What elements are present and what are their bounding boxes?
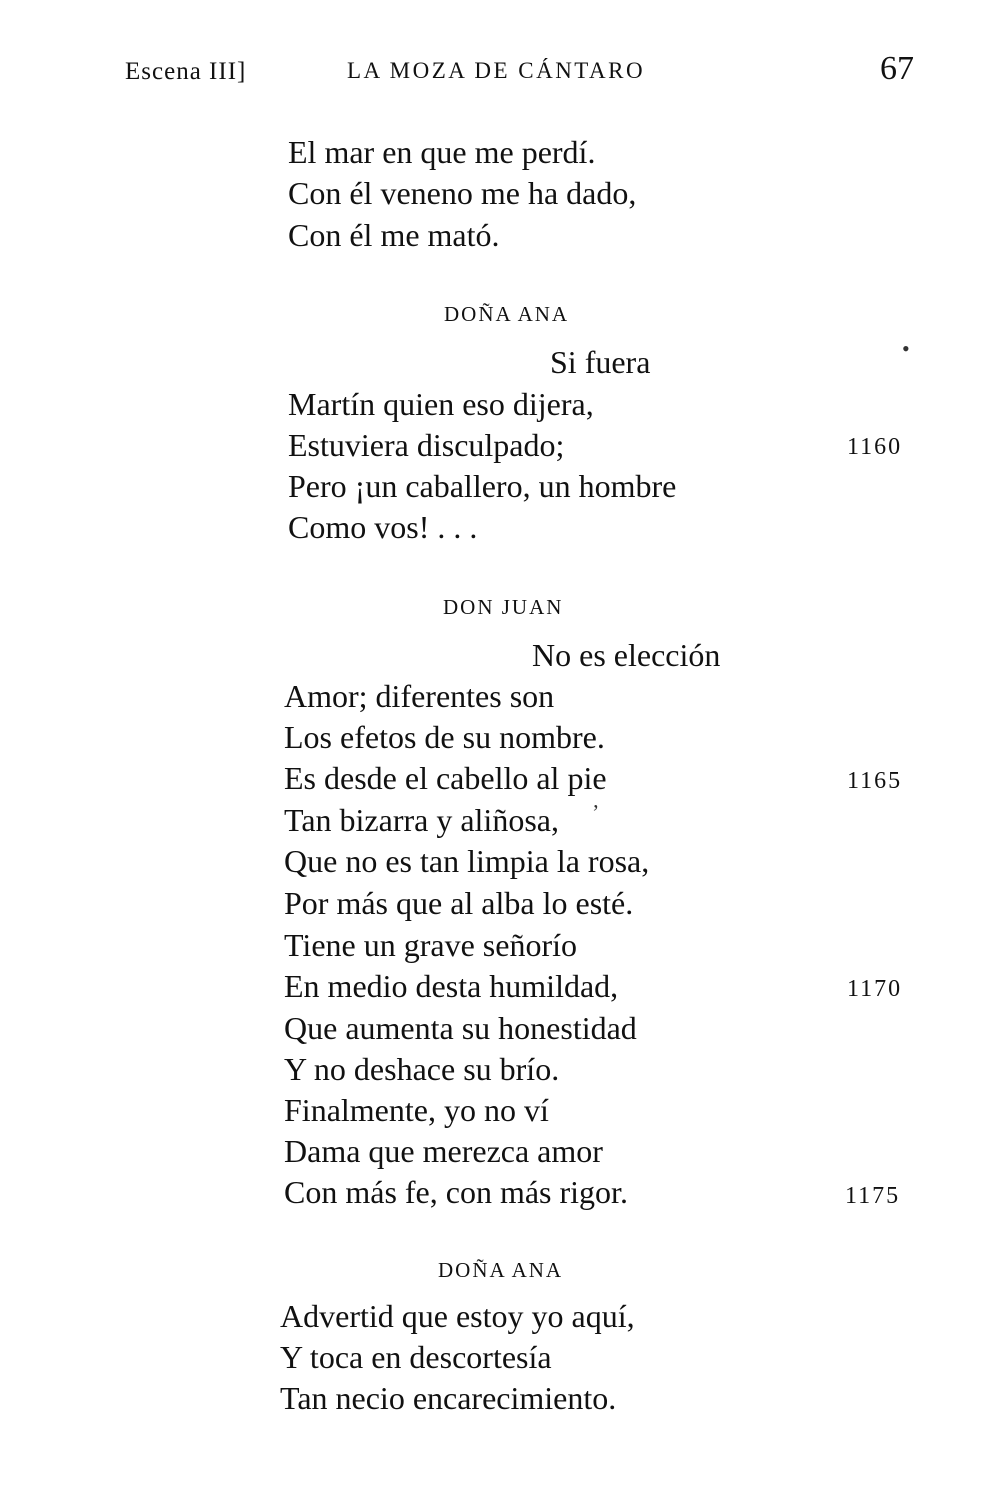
verse-line: Martín quien eso dijera,: [288, 386, 594, 422]
verse-line: Con él veneno me ha dado,: [288, 175, 637, 211]
pencil-mark-icon: ʼ: [592, 800, 600, 825]
verse-line: Es desde el cabello al pie: [284, 760, 607, 796]
verse-line: Que aumenta su honestidad: [284, 1010, 637, 1046]
pencil-mark-icon: •: [902, 336, 910, 361]
verse-line: Pero ¡un caballero, un hombre: [288, 468, 677, 504]
verse-line: Y no deshace su brío.: [284, 1051, 560, 1087]
scene-label: Escena III]: [125, 58, 247, 85]
page-number: 67: [880, 50, 914, 87]
verse-line: Estuviera disculpado;: [288, 427, 565, 463]
verse-line: El mar en que me perdí.: [288, 134, 596, 170]
verse-line: Dama que merezca amor: [284, 1133, 603, 1169]
verse-line: Y toca en descortesía: [280, 1339, 552, 1375]
speaker-name: DOÑA ANA: [444, 302, 570, 326]
verse-line: Amor; diferentes son: [284, 678, 555, 714]
verse-line: Advertid que estoy yo aquí,: [280, 1298, 635, 1334]
verse-line: Finalmente, yo no ví: [284, 1092, 549, 1128]
verse-line: Tan bizarra y aliñosa,: [284, 802, 559, 838]
verse-line: No es elección: [532, 637, 721, 673]
verse-line: Tan necio encarecimiento.: [280, 1380, 617, 1416]
verse-line: Tiene un grave señorío: [284, 927, 577, 963]
speaker-name: DON JUAN: [443, 595, 564, 619]
verse-line: En medio desta humildad,: [284, 968, 619, 1004]
verse-line: Como vos! . . .: [288, 509, 478, 545]
line-number: 1170: [847, 976, 903, 1002]
speaker-name: DOÑA ANA: [438, 1258, 564, 1282]
running-title: LA MOZA DE CÁNTARO: [347, 58, 646, 83]
verse-line: Con más fe, con más rigor.: [284, 1174, 628, 1210]
verse-line: Si fuera: [550, 344, 651, 380]
line-number: 1165: [847, 768, 903, 794]
verse-line: Los efetos de su nombre.: [284, 719, 605, 755]
line-number: 1175: [845, 1183, 901, 1209]
verse-line: Que no es tan limpia la rosa,: [284, 843, 650, 879]
line-number: 1160: [847, 434, 903, 460]
verse-line: Por más que al alba lo esté.: [284, 885, 634, 921]
verse-line: Con él me mató.: [288, 217, 500, 253]
